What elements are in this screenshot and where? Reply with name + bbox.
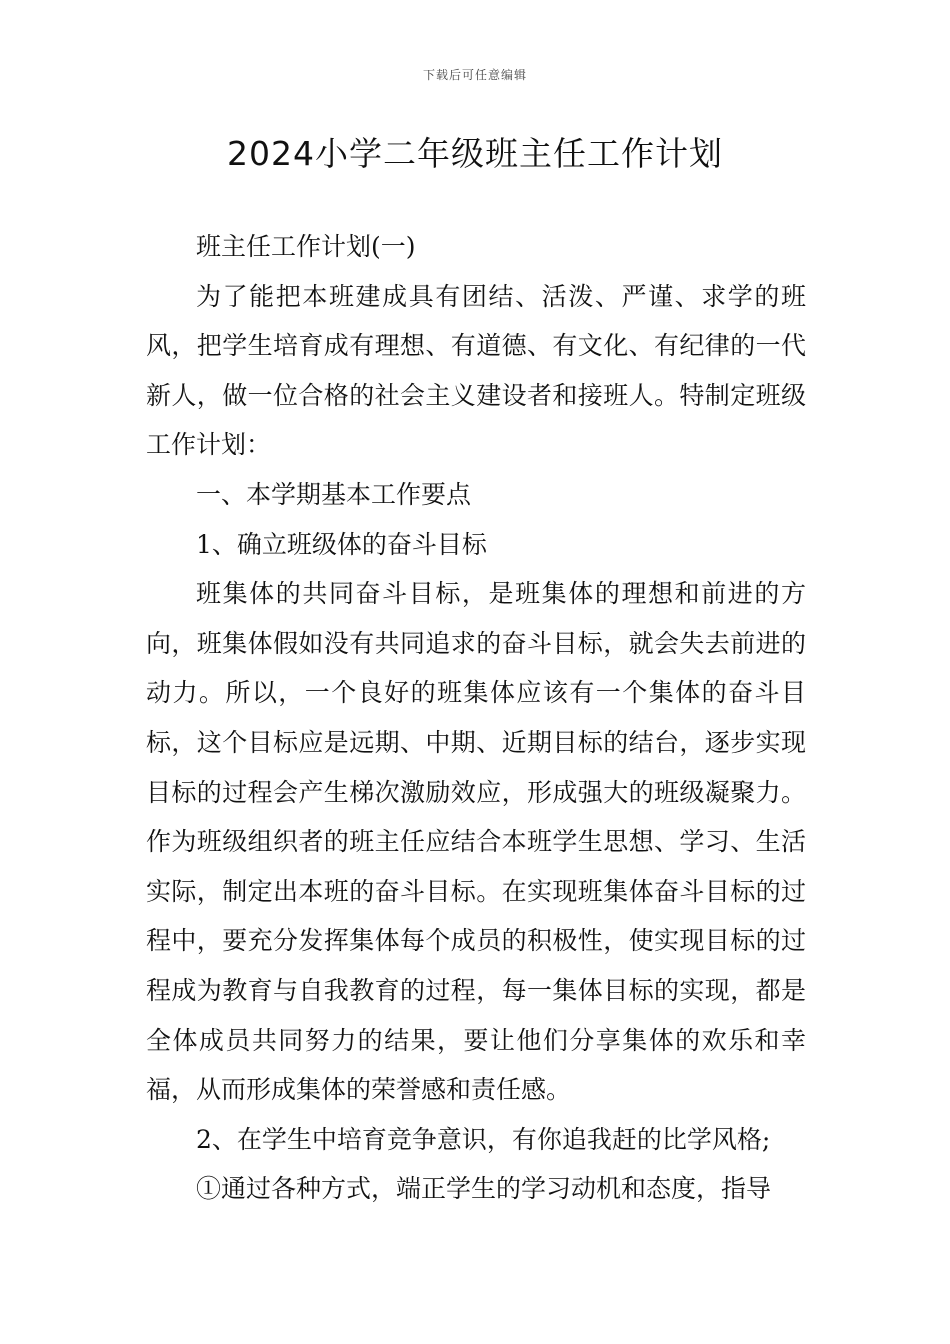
paragraph: 为了能把本班建成具有团结、活泼、严谨、求学的班风，把学生培育成有理想、有道德、有文化、有纪律的一代新人，做一位合格的社会主义建设者和接班人。特制定班级工作计划： <box>146 281 806 460</box>
paragraph: 班集体的共同奋斗目标，是班集体的理想和前进的方向，班集体假如没有共同追求的奋斗目标，就会失去前进的动力。所以，一个良好的班集体应该有一个集体的奋斗目标，这个目标应是远期、中期、近期目标的结台，逐步实现目标的过程会产生梯次激励效应，形成强大的班级凝聚力。作为班级组织者的班主任应结合本班学生思想、学习、生活实际，制定出本班的奋斗目标。在实现班集体奋斗目标的过程中，要充分发挥集体每个成员的积极性，使实现目标的过程成为教育与自我教育的过程，每一集体目标的实现，都是全体成员共同努力的结果，要让他们分享集体的欢乐和幸福，从而形成集体的荣誉感和责任感。 <box>146 579 806 1105</box>
header-note: 下载后可任意编辑 <box>422 68 527 82</box>
section-heading: 班主任工作计划(一) <box>196 232 416 261</box>
paragraph: ①通过各种方式，端正学生的学习动机和态度，指导 <box>196 1174 772 1204</box>
section-heading: 一、本学期基本工作要点 <box>196 479 472 509</box>
document-title: 2024小学二年级班主任工作计划 <box>227 134 723 173</box>
document-body <box>146 222 806 1214</box>
subsection-heading: 2、在学生中培育竞争意识，有你追我赶的比学风格; <box>196 1124 771 1154</box>
subsection-heading: 1、确立班级体的奋斗目标 <box>196 529 487 559</box>
